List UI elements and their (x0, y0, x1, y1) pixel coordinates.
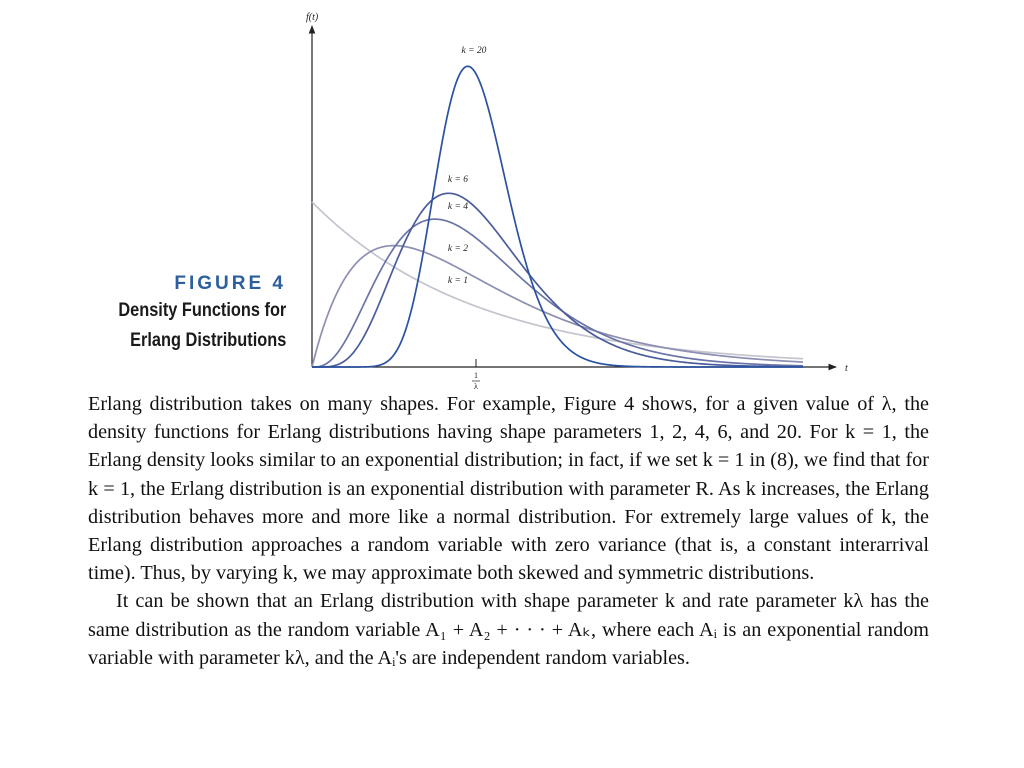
paragraph-2: It can be shown that an Erlang distribution with shape parameter k and rate parameter kλ has the same distribution as the random variable A₁ + A₂ + · · · + Aₖ, where each Aᵢ is an exponential random variable with parameter kλ, and the Aᵢ's are independent random variables. (88, 590, 929, 669)
y-axis-label: f(t) (306, 12, 319, 23)
x-axis-label: t (845, 363, 848, 374)
curve-k-20 (312, 66, 803, 367)
curve-k-4 (312, 219, 803, 367)
curve-label-k-20: k = 20 (461, 46, 487, 56)
curve-label-k-6: k = 6 (447, 175, 469, 185)
body-text (88, 390, 929, 672)
curve-label-k-1: k = 1 (447, 276, 469, 286)
paragraph-1: Erlang distribution takes on many shapes. For example, Figure 4 shows, for a given value of λ, the density functions for Erlang distributions having shape parameters 1, 2, 4, 6, and 20. For k = 1, the Erlang density looks similar to an exponential distribution; in fact, if we set k = 1 in (8), we find that for k = 1, the Erlang distribution is an exponential distribution with parameter R. As k increases, the Erlang distribution behaves more and more like a normal distribution. For extremely large values of k, the Erlang distribution approaches a random variable with zero variance (that is, a constant interarrival time). Thus, by varying k, we may approximate both skewed and symmetric distributions. (88, 393, 929, 585)
curve-k-6 (312, 193, 803, 367)
svg-text:1: 1 (474, 371, 478, 380)
x-tick-label (472, 371, 480, 391)
svg-text:λ: λ (474, 382, 478, 391)
figure-title-line-2: Erlang Distributions (129, 330, 286, 351)
figure-title-line-1: Density Functions for (118, 300, 286, 321)
figure-label: FIGURE 4 (174, 273, 286, 294)
curve-k-1 (312, 202, 803, 359)
curve-label-k-2: k = 2 (447, 244, 469, 254)
curve-label-k-4: k = 4 (447, 202, 469, 212)
